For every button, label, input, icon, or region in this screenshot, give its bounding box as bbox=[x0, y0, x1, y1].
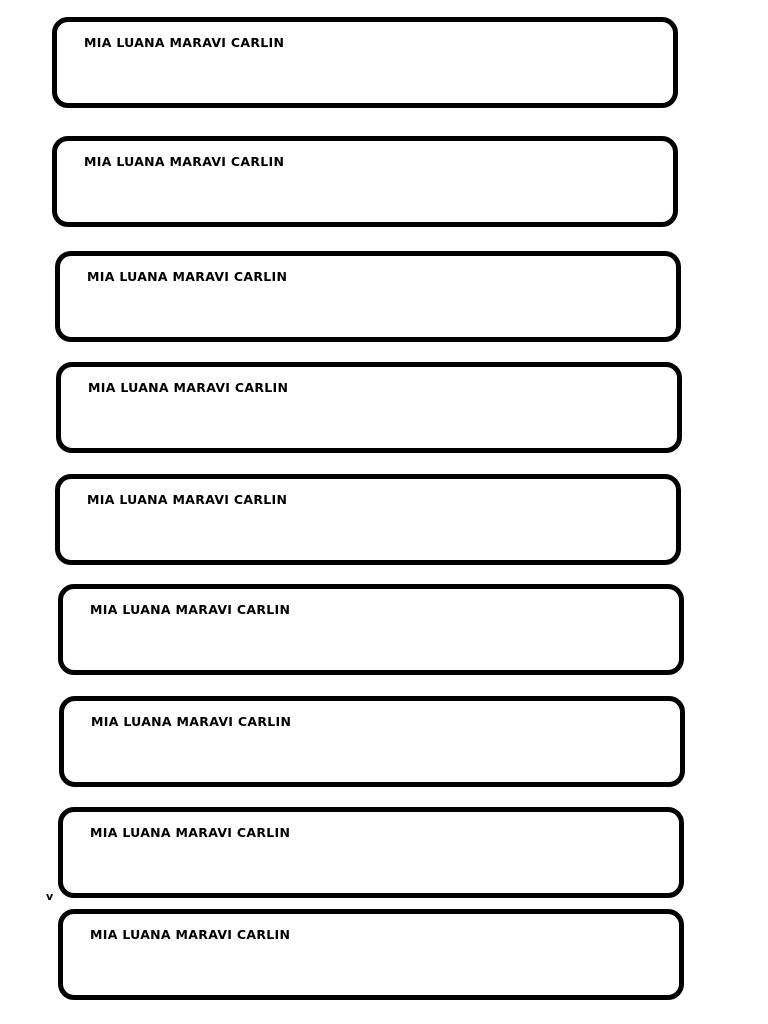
name-label-text: MIA LUANA MARAVI CARLIN bbox=[84, 154, 285, 169]
name-label-box-6 bbox=[58, 584, 684, 675]
name-label-text: MIA LUANA MARAVI CARLIN bbox=[84, 35, 285, 50]
name-label-box-8 bbox=[58, 807, 684, 898]
name-label-box-4 bbox=[56, 362, 682, 453]
name-label-box-9 bbox=[58, 909, 684, 1000]
name-label-box-1 bbox=[52, 17, 678, 108]
name-label-text: MIA LUANA MARAVI CARLIN bbox=[91, 714, 292, 729]
name-label-text: MIA LUANA MARAVI CARLIN bbox=[88, 380, 289, 395]
name-label-text: MIA LUANA MARAVI CARLIN bbox=[90, 927, 291, 942]
name-label-box-5 bbox=[55, 474, 681, 565]
name-label-text: MIA LUANA MARAVI CARLIN bbox=[90, 825, 291, 840]
name-label-box-2 bbox=[52, 136, 678, 227]
name-label-box-7 bbox=[59, 696, 685, 787]
name-label-box-3 bbox=[55, 251, 681, 342]
name-label-text: MIA LUANA MARAVI CARLIN bbox=[87, 269, 288, 284]
name-label-text: MIA LUANA MARAVI CARLIN bbox=[87, 492, 288, 507]
stray-mark: v bbox=[46, 890, 54, 903]
name-label-text: MIA LUANA MARAVI CARLIN bbox=[90, 602, 291, 617]
